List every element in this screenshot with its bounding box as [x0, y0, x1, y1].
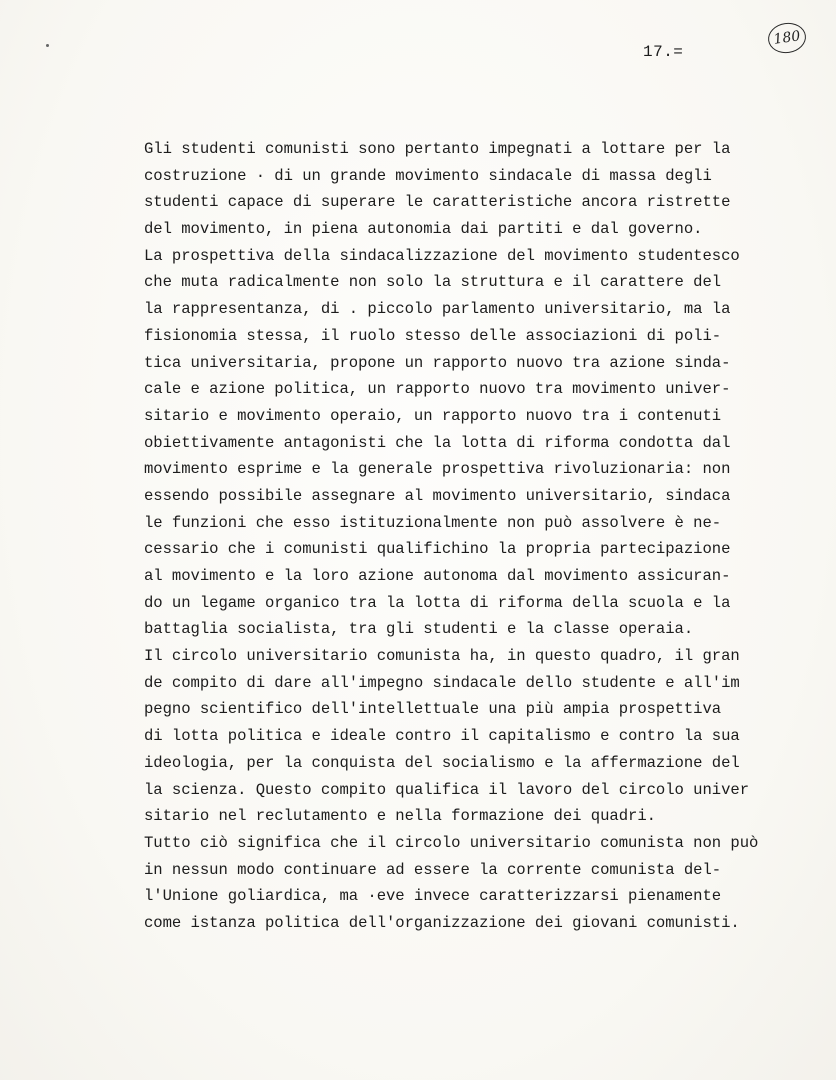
text-line: sitario nel reclutamento e nella formazione dei quadri.: [144, 807, 656, 826]
text-line: la rappresentanza, di . piccolo parlamento universitario, ma la: [144, 300, 731, 319]
ink-speck: [46, 44, 49, 47]
text-line: fisionomia stessa, il ruolo stesso delle associazioni di poli-: [144, 326, 722, 345]
text-line: Gli studenti comunisti sono pertanto impegnati a lottare per la: [144, 140, 731, 158]
archive-number-stamp: 180: [766, 21, 808, 56]
text-line: del movimento, in piena autonomia dai partiti e dal governo.: [144, 220, 703, 239]
text-line: che muta radicalmente non solo la struttura e il carattere del: [144, 273, 722, 292]
text-line: pegno scientifico dell'intellettuale una più ampia prospettiva: [144, 700, 722, 719]
text-line: di lotta politica e ideale contro il capitalismo e contro la sua: [144, 727, 740, 746]
text-line: la scienza. Questo compito qualifica il lavoro del circolo univer: [144, 780, 750, 799]
text-line: movimento esprime e la generale prospettiva rivoluzionaria: non: [144, 460, 731, 479]
text-line: do un legame organico tra la lotta di riforma della scuola e la: [144, 593, 731, 612]
text-line: cessario che i comunisti qualifichino la propria partecipazione: [144, 540, 731, 559]
text-line: in nessun modo continuare ad essere la corrente comunista del-: [144, 860, 722, 879]
text-line: tica universitaria, propone un rapporto nuovo tra azione sinda-: [144, 353, 731, 372]
text-line: essendo possibile assegnare al movimento universitario, sindaca: [144, 486, 731, 505]
text-line: come istanza politica dell'organizzazione dei giovani comunisti.: [144, 913, 740, 932]
text-line: le funzioni che esso istituzionalmente non può assolvere è ne-: [144, 513, 722, 532]
text-line: ideologia, per la conquista del socialismo e la affermazione del: [144, 753, 740, 772]
text-line: l'Unione goliardica, ma ·eve invece caratterizzarsi pienamente: [144, 887, 722, 906]
text-line: Tutto ciò significa che il circolo universitario comunista non può: [144, 833, 759, 852]
body-text: [144, 136, 804, 937]
text-line: battaglia socialista, tra gli studenti e la classe operaia.: [144, 620, 694, 639]
text-line: sitario e movimento operaio, un rapporto nuovo tra i contenuti: [144, 406, 722, 425]
text-line: Il circolo universitario comunista ha, in questo quadro, il gran: [144, 647, 740, 666]
text-line: costruzione · di un grande movimento sindacale di massa degli: [144, 166, 712, 185]
text-line: al movimento e la loro azione autonoma dal movimento assicuran-: [144, 567, 731, 585]
text-line: obiettivamente antagonisti che la lotta di riforma condotta dal: [144, 433, 731, 452]
text-line: studenti capace di superare le caratteristiche ancora ristrette: [144, 193, 731, 212]
text-line: cale e azione politica, un rapporto nuovo tra movimento univer-: [144, 380, 731, 399]
page-number: 17.=: [643, 43, 684, 61]
text-line: La prospettiva della sindacalizzazione del movimento studentesco: [144, 246, 740, 265]
text-line: de compito di dare all'impegno sindacale dello studente e all'im: [144, 673, 740, 692]
